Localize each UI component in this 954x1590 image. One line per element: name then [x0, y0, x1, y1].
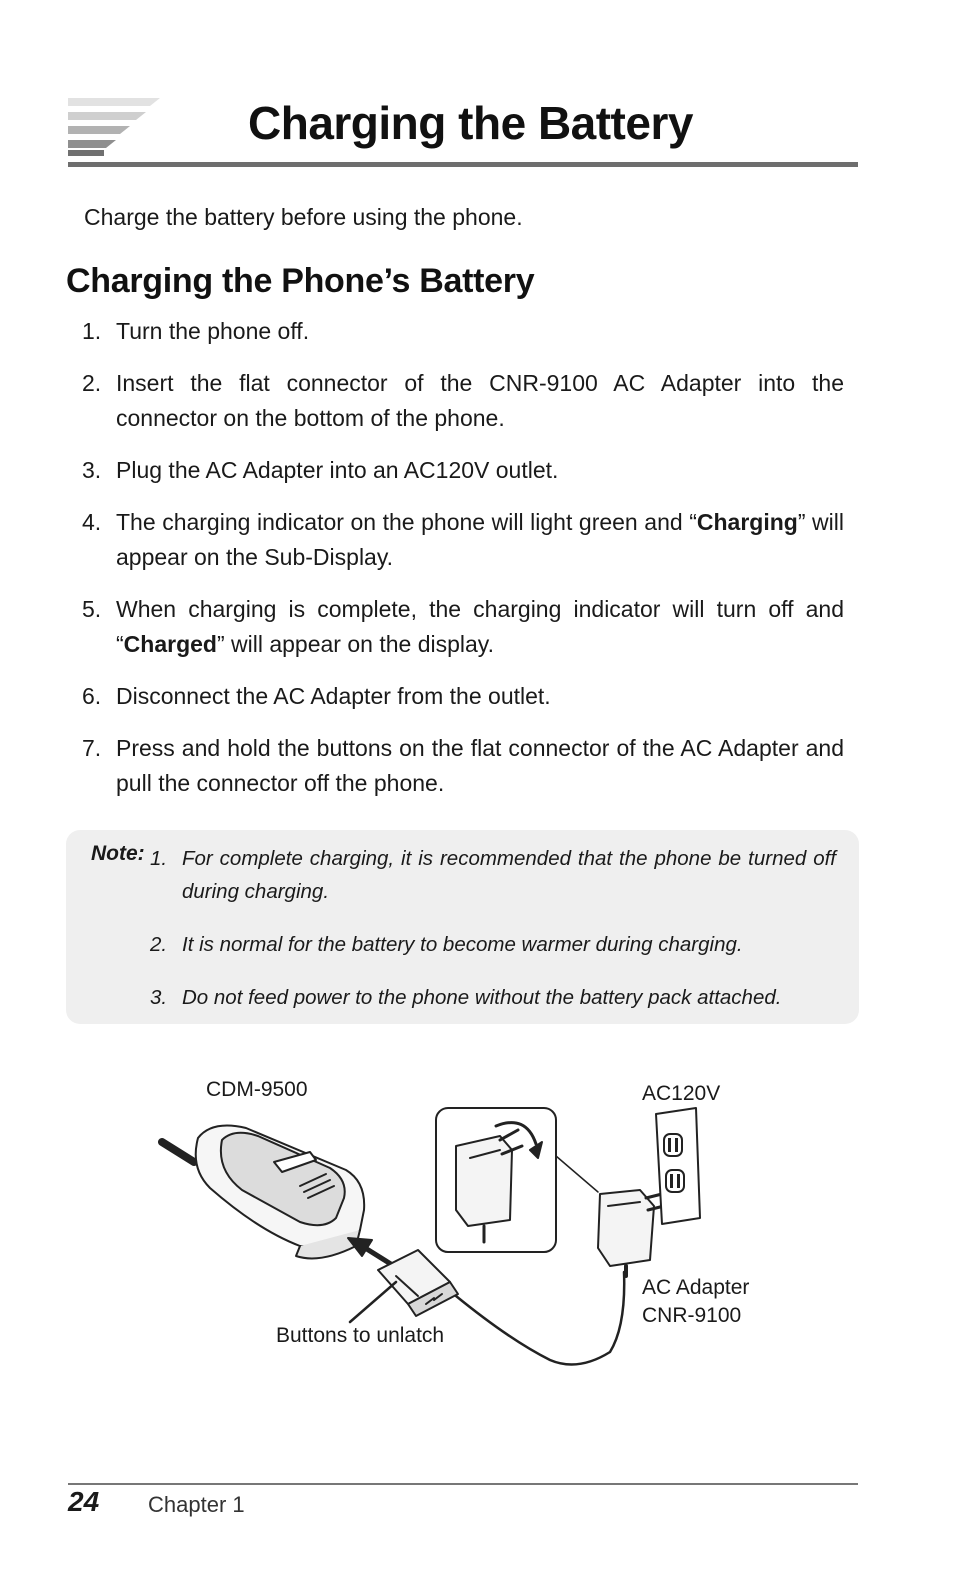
note-box [66, 830, 859, 1024]
step-text [116, 453, 844, 488]
phone-drawing [162, 1126, 364, 1259]
intro-text: Charge the battery before using the phone. [84, 204, 523, 230]
step-number: 7. [82, 735, 102, 761]
phone-model-label: CDM-9500 [206, 1078, 308, 1101]
title-rule [68, 162, 858, 167]
footer-rule [68, 1483, 858, 1485]
step-text [116, 592, 844, 662]
charging-diagram [150, 1070, 850, 1390]
note-number: 2. [150, 933, 168, 956]
adapter-name-label: AC Adapter [642, 1276, 750, 1299]
step-number: 3. [82, 457, 102, 483]
step-text-run: ” will appear on the display. [216, 631, 494, 657]
step-text [116, 314, 844, 349]
ac-adapter-drawing [598, 1190, 664, 1276]
section-heading: Charging the Phone’s Battery [66, 262, 535, 300]
note-item [150, 981, 836, 1014]
header-stripes-decoration [68, 98, 168, 158]
step-item [82, 453, 844, 488]
charging-illustration [150, 1070, 850, 1390]
unlatch-buttons-label: Buttons to unlatch [276, 1324, 445, 1347]
step-text-run: Insert the flat connector of the CNR-9100 AC Adapter into the connector on the bottom of the phone. [116, 370, 844, 431]
step-item [82, 366, 844, 436]
step-text-run: Turn the phone off. [116, 318, 310, 344]
step-text [116, 679, 844, 714]
step-number: 1. [82, 318, 102, 344]
step-item [82, 679, 844, 714]
page-number: 24 [68, 1486, 100, 1517]
unlatch-pointer [350, 1282, 396, 1322]
step-text-run: The charging indicator on the phone will light green and “ [116, 509, 697, 535]
step-item [82, 592, 844, 662]
step-text-run: Plug the AC Adapter into an AC120V outlet. [116, 457, 559, 483]
step-item [82, 505, 844, 575]
insert-arrow [348, 1238, 394, 1266]
step-text [116, 366, 844, 436]
note-number: 1. [150, 847, 168, 870]
note-text: For complete charging, it is recommended that the phone be turned off during charging. [182, 847, 836, 903]
note-text: Do not feed power to the phone without the battery pack attached. [182, 986, 782, 1009]
step-number: 6. [82, 683, 102, 709]
note-item [150, 842, 836, 908]
adapter-inset-drawing [436, 1108, 598, 1252]
wall-outlet-drawing [656, 1108, 700, 1224]
step-text [116, 731, 844, 801]
step-text-run: ” will appear on the Sub-Display. [116, 509, 845, 570]
note-list [150, 842, 836, 1034]
adapter-cable [456, 1272, 624, 1365]
charged-status-term: Charged [123, 631, 217, 657]
step-number: 4. [82, 509, 102, 535]
chapter-label: Chapter 1 [148, 1492, 245, 1517]
step-text-run: Disconnect the AC Adapter from the outlet. [116, 683, 551, 709]
step-number: 2. [82, 370, 102, 396]
adapter-model-label: CNR-9100 [642, 1304, 742, 1327]
step-item [82, 731, 844, 801]
note-item [150, 928, 836, 961]
note-text: It is normal for the battery to become warmer during charging. [182, 933, 743, 956]
step-text-run: Press and hold the buttons on the flat connector of the AC Adapter and pull the connector off the phone. [116, 735, 844, 796]
note-label: Note: [91, 842, 145, 865]
step-item [82, 314, 844, 349]
charging-status-term: Charging [696, 509, 798, 535]
note-number: 3. [150, 986, 168, 1009]
step-text [116, 505, 844, 575]
outlet-voltage-label: AC120V [642, 1082, 721, 1105]
flat-connector-drawing [378, 1250, 458, 1316]
step-text-run: When charging is complete, the charging indicator will turn off and “ [116, 596, 844, 657]
step-number: 5. [82, 596, 102, 622]
page-title: Charging the Battery [248, 97, 693, 149]
steps-list [82, 314, 844, 818]
